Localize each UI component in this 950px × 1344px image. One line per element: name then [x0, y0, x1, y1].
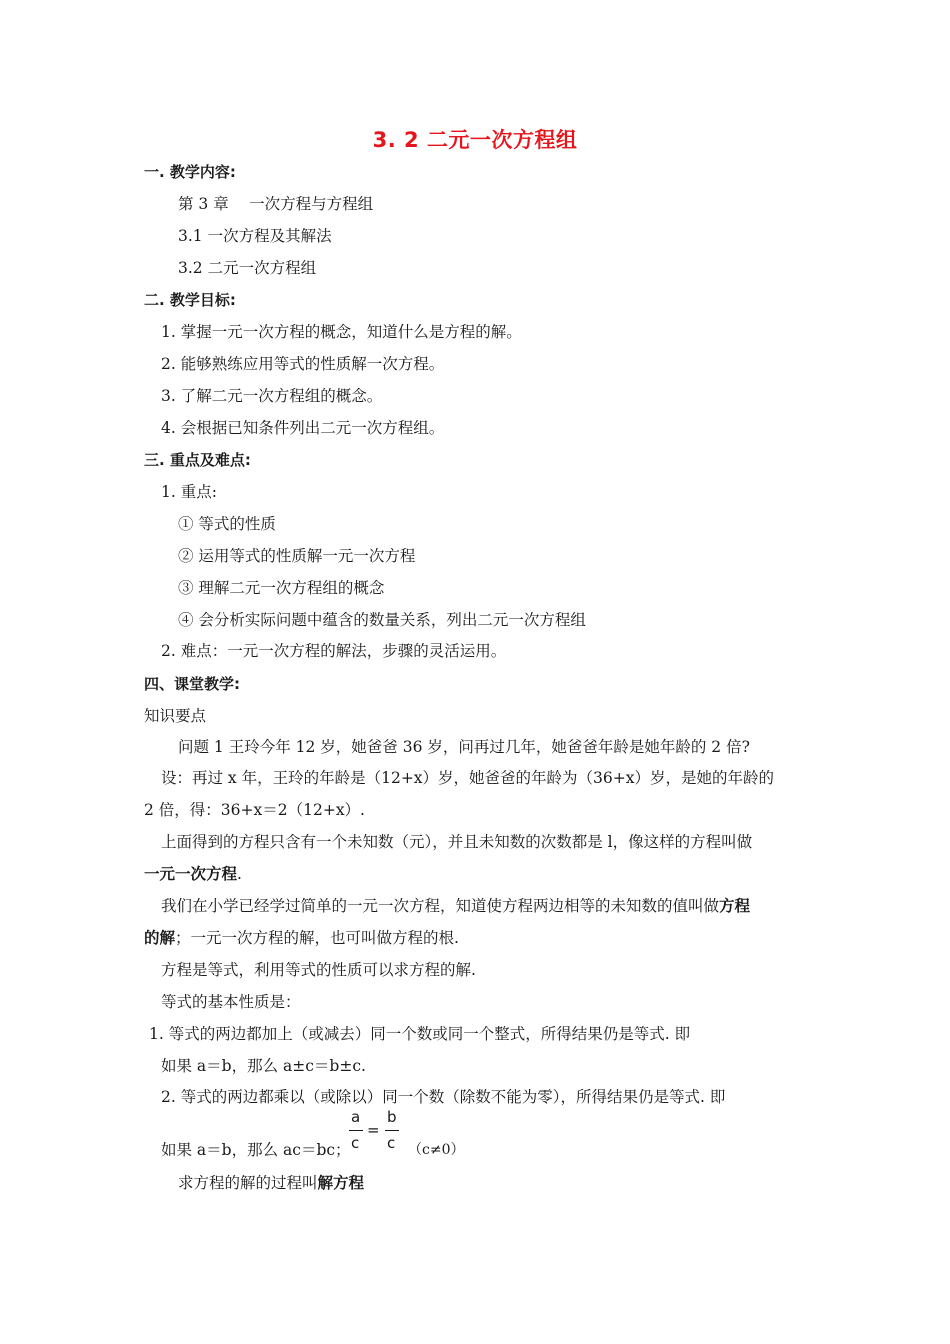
fraction-bar [349, 1130, 363, 1131]
fraction-denominator-c: c [351, 1134, 360, 1152]
goal-item: 2. 能够熟练应用等式的性质解一次方程。 [161, 355, 445, 373]
section-heading-content: 一. 教学内容: [144, 163, 236, 181]
condition-text: （c≠0） [408, 1142, 465, 1158]
key-point-item: ③ 理解二元一次方程组的概念 [178, 579, 385, 597]
definition-line-2 [144, 864, 242, 884]
goal-item: 1. 掌握一元一次方程的概念，知道什么是方程的解。 [161, 323, 522, 341]
term-equation: 方程 [719, 897, 751, 915]
content-line: 3.1 一次方程及其解法 [178, 227, 332, 245]
setup-line-2: 2 倍，得：36+x＝2（12+x）. [144, 801, 365, 819]
setup-line-1: 设：再过 x 年，王玲的年龄是（12+x）岁，她爸爸的年龄为（36+x）岁，是她的年龄的 [161, 769, 775, 787]
problem-line: 问题 1 王玲今年 12 岁，她爸爸 36 岁，问再过几年，她爸爸年龄是她年龄的 2 倍? [178, 738, 750, 756]
section-heading-teaching: 四、课堂教学: [144, 675, 240, 693]
key-point-item: ② 运用等式的性质解一元一次方程 [178, 547, 416, 565]
definition-line-1: 上面得到的方程只含有一个未知数（元），并且未知数的次数都是 l，像这样的方程叫做 [161, 833, 753, 851]
difficulty-line: 2. 难点：一元一次方程的解法，步骤的灵活运用。 [161, 642, 507, 660]
property-intro: 方程是等式，利用等式的性质可以求方程的解. [161, 961, 476, 979]
term-linear-equation: 一元一次方程 [144, 865, 238, 883]
equals-sign: = [367, 1121, 380, 1139]
fraction-bar [385, 1130, 399, 1131]
key-points-label: 1. 重点: [161, 483, 217, 501]
fraction-numerator-a: a [351, 1108, 361, 1126]
key-point-item: ④ 会分析实际问题中蕴含的数量关系，列出二元一次方程组 [178, 611, 586, 629]
solution-line-2 [144, 928, 459, 948]
property-1-example: 如果 a＝b，那么 a±c＝b±c. [161, 1057, 366, 1075]
knowledge-label: 知识要点 [144, 707, 207, 725]
section-heading-key-points: 三. 重点及难点: [144, 451, 251, 469]
solution-rest: ；一元一次方程的解，也可叫做方程的根. [175, 929, 459, 947]
property-1: 1. 等式的两边都加上（或减去）同一个数或同一个整式，所得结果仍是等式. 即 [149, 1025, 691, 1043]
fraction-denominator-c: c [387, 1134, 396, 1152]
property-2-example: 如果 a＝b，那么 ac＝bc； [161, 1141, 351, 1159]
fraction-numerator-b: b [387, 1108, 397, 1126]
goal-item: 4. 会根据已知条件列出二元一次方程组。 [161, 419, 445, 437]
solve-definition [178, 1173, 364, 1193]
section-heading-goals: 二. 教学目标: [144, 291, 236, 309]
key-point-item: ① 等式的性质 [178, 515, 276, 533]
goal-item: 3. 了解二元一次方程组的概念。 [161, 387, 383, 405]
solve-text: 求方程的解的过程叫 [178, 1174, 318, 1192]
content-line: 第 3 章 一次方程与方程组 [178, 195, 374, 213]
fraction-equation [346, 1108, 406, 1160]
solution-text: 我们在小学已经学过简单的一元一次方程，知道使方程两边相等的未知数的值叫做 [161, 897, 720, 915]
content-line: 3.2 二元一次方程组 [178, 259, 317, 277]
basic-properties-label: 等式的基本性质是： [161, 993, 301, 1011]
document-title: 3. 2 二元一次方程组 [372, 128, 578, 152]
property-2: 2. 等式的两边都乘以（或除以）同一个数（除数不能为零），所得结果仍是等式. 即 [161, 1088, 726, 1106]
definition-end: . [237, 865, 242, 883]
solution-line-1 [161, 896, 750, 916]
term-solution: 的解 [144, 929, 176, 947]
term-solve-equation: 解方程 [317, 1174, 365, 1192]
